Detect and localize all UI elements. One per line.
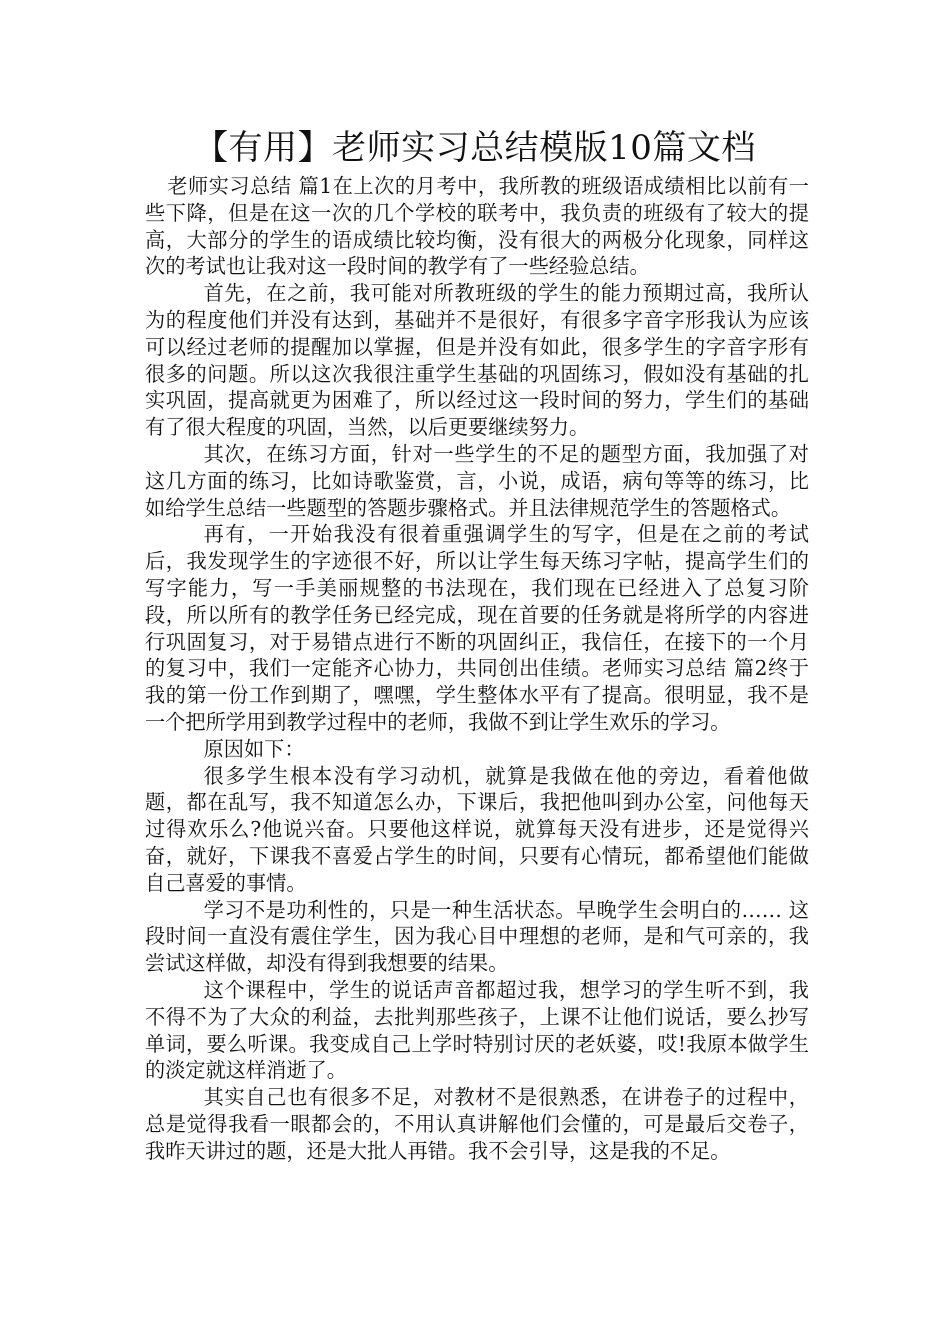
paragraph-6: 很多学生根本没有学习动机，就算是我做在他的旁边，看着他做题，都在乱写，我不知道怎么办，下课后，我把他叫到办公室，问他每天过得欢乐么?他说兴奋。只要他这样说，就算每天没有进步，还是觉得兴奋，就好，下课我不喜爱占学生的时间，只要有心情玩，都希望他们能做自己喜爱的事情。 xyxy=(145,763,809,895)
paragraph-3: 其次，在练习方面，针对一些学生的不足的题型方面，我加强了对这几方面的练习，比如诗歌鉴赏，言，小说，成语，病句等等的练习，比如给学生总结一些题型的答题步骤格式。并且法律规范学生的答题格式。 xyxy=(145,441,809,520)
paragraph-5: 原因如下： xyxy=(203,736,305,761)
document-body xyxy=(145,173,809,1164)
paragraph-7: 学习不是功利性的，只是一种生活状态。早晚学生会明白的…… 这段时间一直没有震住学生，因为我心目中理想的老师，是和气可亲的，我尝试这样做，却没有得到我想要的结果。 xyxy=(145,897,809,976)
paragraph-9: 其实自己也有很多不足，对教材不是很熟悉，在讲卷子的过程中，总是觉得我看一眼都会的，不用认真讲解他们会懂的，可是最后交卷子，我昨天讲过的题，还是大批人再错。我不会引导，这是我的不足。 xyxy=(145,1085,809,1163)
paragraph-4: 再有，一开始我没有很着重强调学生的写字，但是在之前的考试后，我发现学生的字迹很不好，所以让学生每天练习字帖，提高学生们的写字能力，写一手美丽规整的书法现在，我们现在已经进入了总复习阶段，所以所有的教学任务已经完成，现在首要的任务就是将所学的内容进行巩固复习，对于易错点进行不断的巩固纠正，我信任，在接下的一个月的复习中，我们一定能齐心协力，共同创出佳绩。老师实习总结 篇2终于我的第一份工作到期了，嘿嘿，学生整体水平有了提高。很明显，我不是一个把所学用到教学过程中的老师，我做不到让学生欢乐的学习。 xyxy=(145,522,809,734)
document-title: 【有用】老师实习总结模版10篇文档 xyxy=(194,128,756,168)
paragraph-1: 老师实习总结 篇1在上次的月考中，我所教的班级语成绩相比以前有一些下降，但是在这一次的几个学校的联考中，我负责的班级有了较大的提高，大部分的学生的语成绩比较均衡，没有很大的两极分化现象，同样这次的考试也让我对这一段时间的教学有了一些经验总结。 xyxy=(145,174,809,279)
paragraph-8: 这个课程中，学生的说话声音都超过我，想学习的学生听不到，我不得不为了大众的利益，去批判那些孩子，上课不让他们说话，要么抄写单词，要么听课。我变成自己上学时特别讨厌的老妖婆，哎!我原本做学生的淡定就这样消逝了。 xyxy=(145,977,809,1083)
paragraph-2: 首先，在之前，我可能对所教班级的学生的能力预期过高，我所认为的程度他们并没有达到，基础并不是很好，有很多字音字形我认为应该可以经过老师的提醒加以掌握，但是并没有如此，很多学生的字音字形有很多的问题。所以这次我很注重学生基础的巩固练习，假如没有基础的扎实巩固，提高就更为困难了，所以经过这一段时间的努力，学生们的基础有了很大程度的巩固，当然，以后更要继续努力。 xyxy=(145,281,809,440)
